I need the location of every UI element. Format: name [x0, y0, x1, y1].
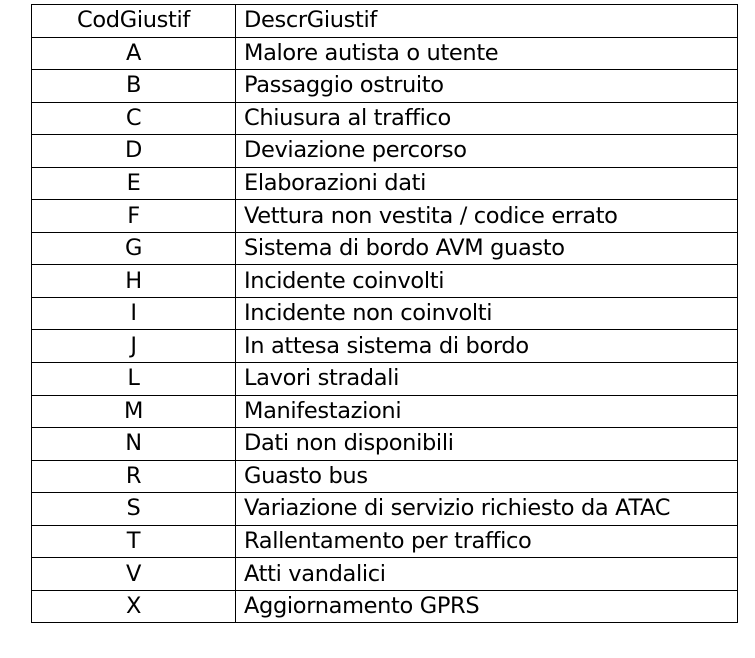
code-cell: I	[32, 297, 236, 330]
description-cell: Sistema di bordo AVM guasto	[236, 232, 738, 265]
table-row	[32, 297, 738, 330]
justification-codes-table	[31, 4, 738, 623]
table-row	[32, 460, 738, 493]
code-cell: R	[32, 460, 236, 493]
table-row	[32, 167, 738, 200]
description-cell: Incidente coinvolti	[236, 265, 738, 298]
description-cell: Manifestazioni	[236, 395, 738, 428]
table-row	[32, 265, 738, 298]
table-row	[32, 363, 738, 396]
description-cell: Chiusura al traffico	[236, 102, 738, 135]
code-cell: M	[32, 395, 236, 428]
description-cell: Aggiornamento GPRS	[236, 590, 738, 623]
code-cell: E	[32, 167, 236, 200]
code-cell: L	[32, 363, 236, 396]
table-row	[32, 428, 738, 461]
code-cell: G	[32, 232, 236, 265]
column-header-code: CodGiustif	[32, 5, 236, 38]
code-cell: J	[32, 330, 236, 363]
description-cell: Incidente non coinvolti	[236, 297, 738, 330]
code-cell: T	[32, 525, 236, 558]
description-cell: Lavori stradali	[236, 363, 738, 396]
description-cell: Dati non disponibili	[236, 428, 738, 461]
table-row	[32, 493, 738, 526]
code-cell: F	[32, 200, 236, 233]
table-row	[32, 330, 738, 363]
description-cell: Elaborazioni dati	[236, 167, 738, 200]
description-cell: Guasto bus	[236, 460, 738, 493]
description-cell: Malore autista o utente	[236, 37, 738, 70]
table-row	[32, 200, 738, 233]
table-row	[32, 232, 738, 265]
table-row	[32, 70, 738, 103]
justification-codes-table-container	[31, 4, 738, 623]
description-cell: Vettura non vestita / codice errato	[236, 200, 738, 233]
code-cell: B	[32, 70, 236, 103]
code-cell: N	[32, 428, 236, 461]
code-cell: S	[32, 493, 236, 526]
code-cell: H	[32, 265, 236, 298]
table-row	[32, 102, 738, 135]
column-header-description: DescrGiustif	[236, 5, 738, 38]
table-row	[32, 590, 738, 623]
table-row	[32, 135, 738, 168]
table-row	[32, 37, 738, 70]
code-cell: V	[32, 558, 236, 591]
header-row	[32, 5, 738, 38]
table-header	[32, 5, 738, 38]
table-body	[32, 37, 738, 623]
code-cell: D	[32, 135, 236, 168]
description-cell: Atti vandalici	[236, 558, 738, 591]
code-cell: C	[32, 102, 236, 135]
description-cell: Passaggio ostruito	[236, 70, 738, 103]
code-cell: X	[32, 590, 236, 623]
table-row	[32, 395, 738, 428]
description-cell: Rallentamento per traffico	[236, 525, 738, 558]
table-row	[32, 525, 738, 558]
description-cell: Variazione di servizio richiesto da ATAC	[236, 493, 738, 526]
code-cell: A	[32, 37, 236, 70]
description-cell: In attesa sistema di bordo	[236, 330, 738, 363]
table-row	[32, 558, 738, 591]
description-cell: Deviazione percorso	[236, 135, 738, 168]
